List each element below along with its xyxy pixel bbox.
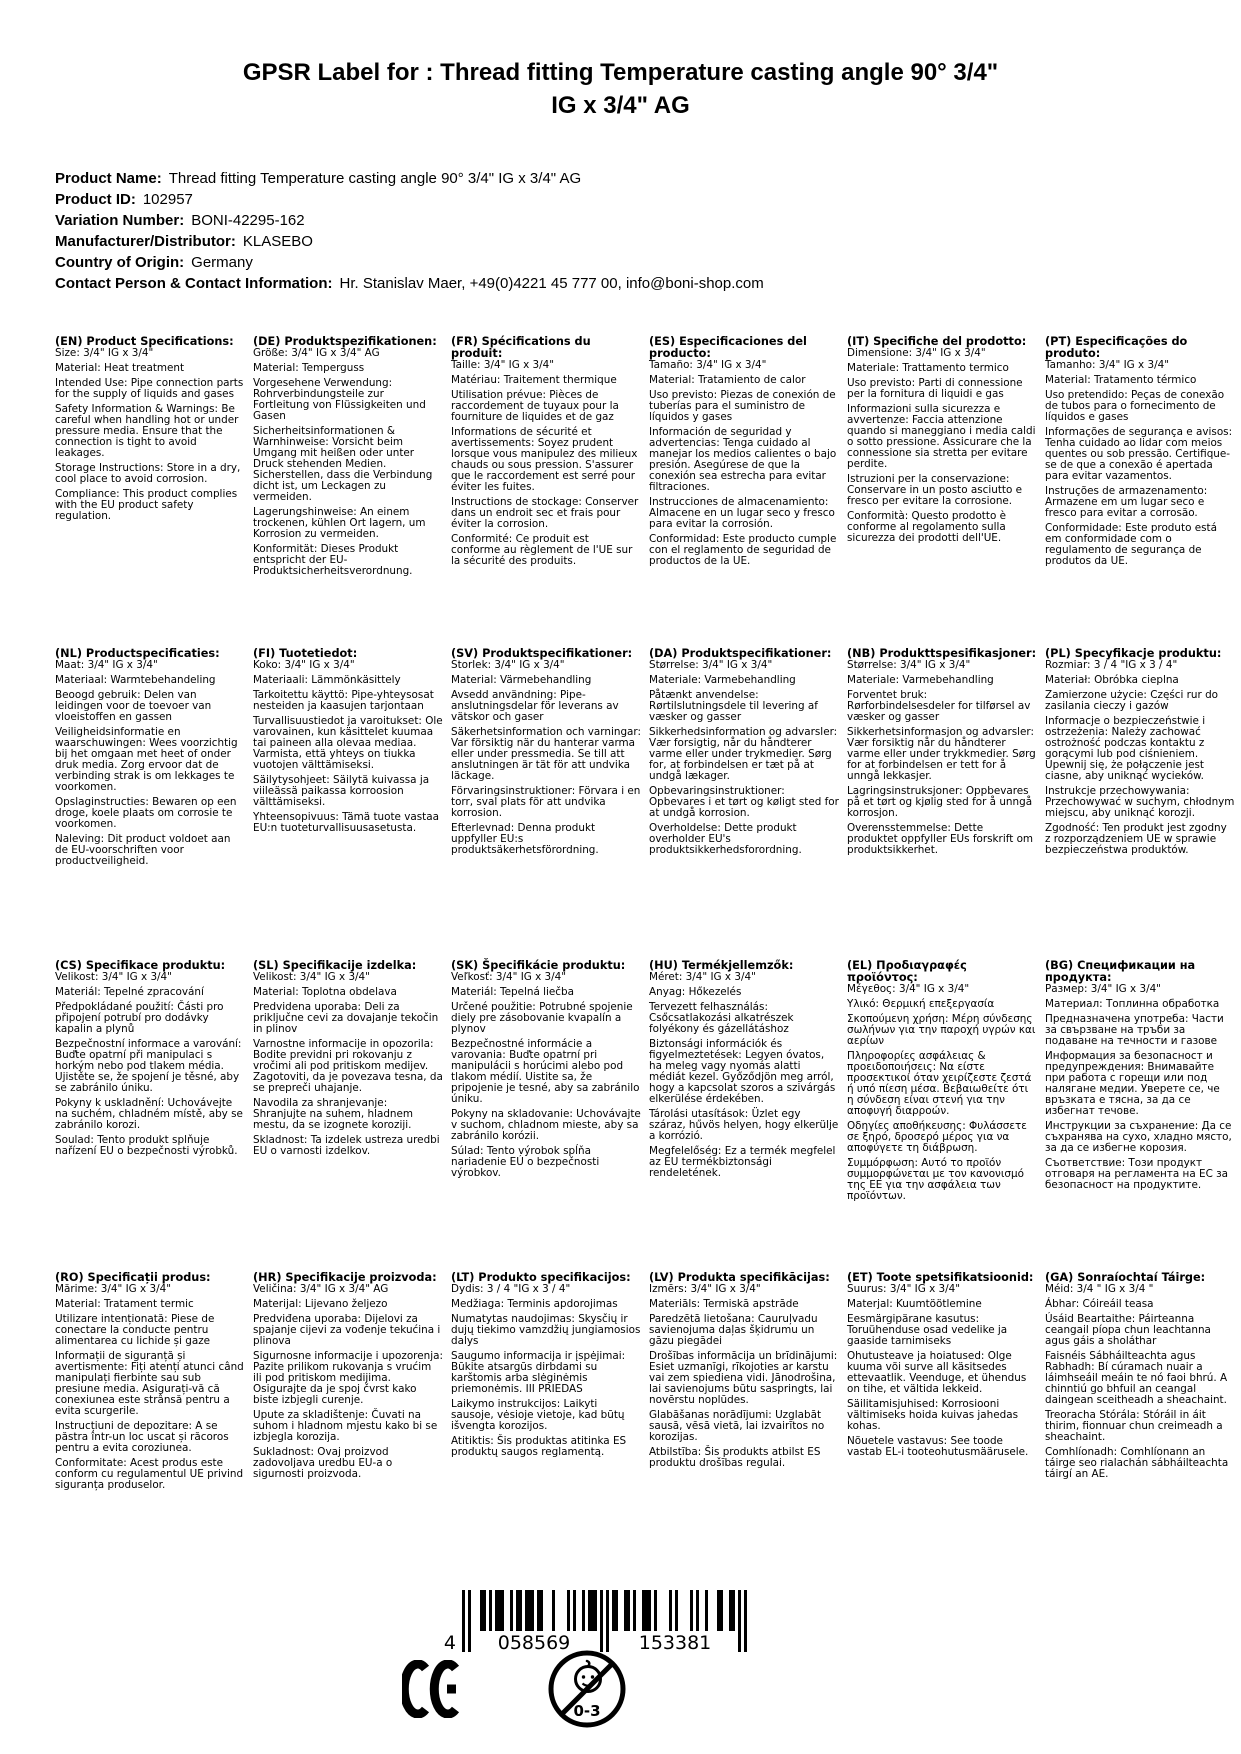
spec-line: Materiale: Trattamento termico xyxy=(847,362,1009,374)
spec-line: Paredzētā lietošana: Cauruļvadu savienojuma daļas šķidrumu un gāzu piegādei xyxy=(649,1313,818,1347)
spec-line: Sukladnost: Ovaj proizvod zadovoljava uredbu EU-a o sigurnosti proizvoda. xyxy=(253,1446,393,1480)
spec-line: Material: Temperguss xyxy=(253,362,365,374)
spec-block-hu xyxy=(649,960,839,1272)
spec-line: Predviđena uporaba: Dijelovi za spajanje cijevi za vođenje tekućina i plinova xyxy=(253,1313,441,1347)
spec-line: Koko: 3/4" IG x 3/4" xyxy=(253,659,355,671)
spec-line: Vorgesehene Verwendung: Rohrverbindungsteile zur Fortleitung von Flüssigkeiten und Gasen xyxy=(253,377,426,422)
spec-line: Veličina: 3/4" IG x 3/4" AG xyxy=(253,1283,389,1295)
spec-line: Pokyny na skladovanie: Uchovávajte v suchom, chladnom mieste, aby sa zabránilo korózii. xyxy=(451,1108,641,1142)
spec-title-fi: (FI) Tuotetiedot: xyxy=(253,647,358,660)
spec-line: Materiāls: Termiskā apstrāde xyxy=(649,1298,799,1310)
spec-line: Méid: 3/4 " IG x 3/4 " xyxy=(1045,1283,1154,1295)
age-warning-label: 0-3 xyxy=(573,1702,601,1720)
spec-line: Σκοπούμενη χρήση: Μέρη σύνδεσης σωλήνων για την παροχή υγρών και αερίων xyxy=(847,1013,1036,1047)
product-info-row xyxy=(55,168,1201,189)
spec-line: Materiał: Obróbka cieplna xyxy=(1045,674,1179,686)
spec-title-lt: (LT) Produkto specifikacijos: xyxy=(451,1271,631,1284)
spec-line: Súlad: Tento výrobok spĺňa nariadenie EÚ o bezpečnosti výrobkov. xyxy=(451,1145,600,1179)
spec-line: Größe: 3/4" IG x 3/4" AG xyxy=(253,347,380,359)
spec-line: Instrucțiuni de depozitare: A se păstra într-un loc uscat și răcoros pentru a evita coroziunea. xyxy=(55,1420,229,1454)
spec-title-da: (DA) Produktspecifikationer: xyxy=(649,647,832,660)
spec-title-de: (DE) Produktspezifikationen: xyxy=(253,335,437,348)
spec-line: Storage Instructions: Store in a dry, cool place to avoid corrosion. xyxy=(55,462,241,485)
spec-block-nl xyxy=(55,648,245,960)
barcode-digit-first: 4 xyxy=(443,1632,456,1654)
spec-line: Πληροφορίες ασφάλειας & προειδοποιήσεις: Να είστε προσεκτικοί όταν χειρίζεστε ζεστά ή υπό πίεση μέσα. Βεβαιωθείτε ότι η σύνδεση είναι στενή για την αποφυγή διαρροών. xyxy=(847,1050,1032,1117)
spec-line: Naleving: Dit product voldoet aan de EU-voorschriften voor productveiligheid. xyxy=(55,833,231,867)
spec-line: Uso previsto: Piezas de conexión de tuberías para el suministro de líquidos y gases xyxy=(649,389,836,423)
spec-block-et xyxy=(847,1272,1037,1584)
spec-line: Saugumo informacija ir įspėjimai: Būkite atsargūs dirbdami su karštomis arba slėginėmis priemonėmis. III PRIEDAS xyxy=(451,1350,626,1395)
page-title xyxy=(0,56,1241,122)
spec-line: Instruções de armazenamento: Armazene em um lugar seco e fresco para evitar a corrosão. xyxy=(1045,485,1208,519)
spec-line: Material: Tratamento térmico xyxy=(1045,374,1197,386)
spec-line: Efterlevnad: Denna produkt uppfyller EU:s produktsäkerhetsförordning. xyxy=(451,822,599,856)
spec-title-nb: (NB) Produkttspesifikasjoner: xyxy=(847,647,1037,660)
spec-line: Velikost: 3/4" IG x 3/4" xyxy=(55,971,172,983)
spec-line: Navodila za shranjevanje: Shranjujte na suhem, hladnem mestu, da se izognete koroziji. xyxy=(253,1097,414,1131)
spec-line: Overholdelse: Dette produkt overholder EU's produktsikkerhedsforordning. xyxy=(649,822,802,856)
spec-line: Biztonsági információk és figyelmeztetések: Legyen óvatos, ha meleg vagy nyomás alatti médiát kezel. Győződjön meg arról, hogy a kapcsolat szoros a szivárgás elkerülése érdekében. xyxy=(649,1038,836,1105)
spec-line: Conformité: Ce produit est conforme au règlement de l'UE sur la sécurité des produits. xyxy=(451,533,633,567)
spec-line: Taille: 3/4" IG x 3/4" xyxy=(451,359,555,371)
spec-line: Laikymo instrukcijos: Laikyti sausoje, vėsioje vietoje, kad būtų išvengta korozijos. xyxy=(451,1398,625,1432)
spec-line: Turvallisuustiedot ja varoitukset: Ole varovainen, kun käsittelet kuumaa tai paineen alla olevaa mediaa. Varmista, että yhteys on tiukka vuotojen välttämiseksi. xyxy=(253,715,443,771)
age-warning-0-3 xyxy=(546,1648,628,1734)
spec-title-hr: (HR) Specifikacije proizvoda: xyxy=(253,1271,437,1284)
spec-line: Opslaginstructies: Bewaren op een droge, koele plaats om corrosie te voorkomen. xyxy=(55,796,237,830)
spec-block-es xyxy=(649,336,839,648)
spec-line: Suurus: 3/4" IG x 3/4" xyxy=(847,1283,961,1295)
spec-title-fr: (FR) Spécifications du produit: xyxy=(451,335,591,360)
spec-title-et: (ET) Toote spetsifikatsioonid: xyxy=(847,1271,1034,1284)
spec-line: Eesmärgipärane kasutus: Toruühenduse osad vedelike ja gaaside tarnimiseks xyxy=(847,1313,1008,1347)
spec-line: Safety Information & Warnings: Be careful when handling hot or under pressure media. Ensure that the connection is tight to avoid leakages. xyxy=(55,403,239,459)
spec-block-ro xyxy=(55,1272,245,1584)
spec-line: Предназначена употреба: Части за свързване на тръби за подаване на течности и газове xyxy=(1045,1013,1224,1047)
spec-line: Beoogd gebruik: Delen van leidingen voor de toevoer van vloeistoffen en gassen xyxy=(55,689,212,723)
spec-line: Drošības informācija un brīdinājumi: Esiet uzmanīgi, rīkojoties ar karstu vai zem spiediena vidi. Jānodrošina, lai savienojums būtu saspringts, lai novērstu noplūdes. xyxy=(649,1350,838,1406)
spec-line: Οδηγίες αποθήκευσης: Φυλάσσετε σε ξηρό, δροσερό μέρος για να αποφύγετε τη διάβρωση. xyxy=(847,1120,1027,1154)
spec-line: Uso previsto: Parti di connessione per la fornitura di liquidi e gas xyxy=(847,377,1023,400)
spec-line: Size: 3/4" IG x 3/4" xyxy=(55,347,154,359)
spec-line: Medžiaga: Terminis apdorojimas xyxy=(451,1298,618,1310)
spec-line: Säilytysohjeet: Säilytä kuivassa ja viileässä paikassa korroosion välttämiseksi. xyxy=(253,774,430,808)
spec-block-cs xyxy=(55,960,245,1272)
spec-line: Matériau: Traitement thermique xyxy=(451,374,617,386)
spec-line: Material: Värmebehandling xyxy=(451,674,592,686)
barcode-digits-right: 153381 xyxy=(638,1632,712,1654)
product-info-value: 102957 xyxy=(142,191,193,208)
spec-line: Instrukcje przechowywania: Przechowywać w suchym, chłodnym miejscu, aby uniknąć korozji. xyxy=(1045,785,1235,819)
spec-block-en xyxy=(55,336,245,648)
spec-title-bg: (BG) Спецификации на продукта: xyxy=(1045,959,1196,984)
spec-line: Sikkerhedsinformation og advarsler: Vær forsigtig, når du håndterer varme eller under trykmedier. Sørg for, at forbindelsen er tæt på at undgå lækager. xyxy=(649,726,838,782)
page-title-line1: GPSR Label for : Thread fitting Temperature casting angle 90° 3/4" xyxy=(242,59,999,86)
product-info-value: Hr. Stanislav Maer, +49(0)4221 45 777 00, info@boni-shop.com xyxy=(339,275,764,292)
spec-line: Υλικό: Θερμική επεξεργασία xyxy=(847,998,995,1010)
spec-block-pl xyxy=(1045,648,1235,960)
spec-line: Informazioni sulla sicurezza e avvertenze: Faccia attenzione quando si maneggiano i media caldi o sotto pressione. Assicurare che la connessione sia stretta per evitare perdite. xyxy=(847,403,1036,470)
spec-line: Megfelelőség: Ez a termék megfelel az EU termékbiztonsági rendeletének. xyxy=(649,1145,836,1179)
spec-line: Informations de sécurité et avertissements: Soyez prudent lorsque vous manipulez des milieux chauds ou sous pression. S'assurer que le raccordement est serré pour éviter les fuites. xyxy=(451,426,638,493)
product-info-row xyxy=(55,231,1201,252)
spec-line: Maat: 3/4" IG x 3/4" xyxy=(55,659,158,671)
spec-line: Utilisation prévue: Pièces de raccordement de tuyaux pour la fourniture de liquides et de gaz xyxy=(451,389,619,423)
spec-title-sv: (SV) Produktspecifikationer: xyxy=(451,647,633,660)
barcode-digits-left: 058569 xyxy=(497,1632,571,1654)
spec-line: Atbilstība: Šis produkts atbilst ES produktu drošības regulai. xyxy=(649,1446,821,1469)
spec-title-pl: (PL) Specyfikacje produktu: xyxy=(1045,647,1222,660)
spec-block-bg xyxy=(1045,960,1235,1272)
spec-line: Conformidade: Este produto está em conformidade com o regulamento de segurança de produtos da UE. xyxy=(1045,522,1217,567)
spec-title-it: (IT) Specifiche del prodotto: xyxy=(847,335,1027,348)
spec-line: Mărime: 3/4" IG x 3/4" xyxy=(55,1283,171,1295)
spec-block-el xyxy=(847,960,1037,1272)
spec-line: Předpokládané použití: Části pro připojení potrubí pro dodávky kapalin a plynů xyxy=(55,1001,224,1035)
spec-title-ro: (RO) Specificații produs: xyxy=(55,1271,211,1284)
spec-line: Material: Toplotna obdelava xyxy=(253,986,397,998)
spec-line: Konformität: Dieses Produkt entspricht der EU-Produktsicherheitsverordnung. xyxy=(253,543,413,577)
spec-line: Zgodność: Ten produkt jest zgodny z rozporządzeniem UE w sprawie bezpieczeństwa produktów. xyxy=(1045,822,1227,856)
spec-title-sl: (SL) Specifikacije izdelka: xyxy=(253,959,417,972)
spec-line: Materiál: Tepelná liečba xyxy=(451,986,574,998)
spec-line: Material: Heat treatment xyxy=(55,362,185,374)
spec-line: Numatytas naudojimas: Skysčių ir dujų tiekimo vamzdžių jungiamosios dalys xyxy=(451,1313,641,1347)
spec-title-sk: (SK) Špecifikácie produktu: xyxy=(451,959,626,972)
spec-line: Informações de segurança e avisos: Tenha cuidado ao lidar com meios quentes ou sob pressão. Certifique-se de que a conexão é apertada para evitar vazamentos. xyxy=(1045,426,1233,482)
product-info-value: Germany xyxy=(191,254,253,271)
spec-line: Størrelse: 3/4" IG x 3/4" xyxy=(847,659,971,671)
spec-block-ga xyxy=(1045,1272,1235,1584)
spec-line: Storlek: 3/4" IG x 3/4" xyxy=(451,659,565,671)
ce-mark-icon xyxy=(402,1660,464,1718)
spec-line: Varnostne informacije in opozorila: Bodite previdni pri rokovanju z vročimi ali pod pritiskom medijev. Zagotoviti, da je povezava tesna, da se prepreči uhajanje. xyxy=(253,1038,443,1094)
spec-line: Soulad: Tento produkt splňuje nařízení EU o bezpečnosti výrobků. xyxy=(55,1134,238,1157)
spec-line: Συμμόρφωση: Αυτό το προϊόν συμμορφώνεται με τον κανονισμό της ΕΕ για την ασφάλεια των προϊόντων. xyxy=(847,1157,1024,1202)
spec-line: Overensstemmelse: Dette produktet oppfyller EUs forskrift om produktsikkerhet. xyxy=(847,822,1034,856)
spec-line: Materiale: Varmebehandling xyxy=(649,674,796,686)
spec-line: Sicherheitsinformationen & Warnhinweise: Vorsicht beim Umgang mit heißen oder unter Druck stehenden Medien. Sicherstellen, dass die Verbindung dicht ist, um Leckagen zu vermeiden. xyxy=(253,425,433,503)
spec-line: Upute za skladištenje: Čuvati na suhom i hladnom mjestu kako bi se izbjegla korozija. xyxy=(253,1409,438,1443)
spec-line: Informații de siguranță și avertismente: Fiți atenți atunci când manipulați fierbinte sau sub presiune media. Asigurați-vă că conexiunea este strânsă pentru a evita scurgerile. xyxy=(55,1350,244,1417)
spec-title-nl: (NL) Productspecificaties: xyxy=(55,647,220,660)
product-info-value: KLASEBO xyxy=(242,233,313,250)
spec-line: Размер: 3/4" IG x 3/4" xyxy=(1045,983,1161,995)
spec-block-da xyxy=(649,648,839,960)
spec-grid xyxy=(55,336,1235,1584)
spec-line: Material: Tratamiento de calor xyxy=(649,374,806,386)
spec-line: Úsáid Beartaithe: Páirteanna ceangail píopa chun leachtanna agus gáis a sholáthar xyxy=(1045,1313,1211,1347)
spec-line: Ohutusteave ja hoiatused: Olge kuuma või surve all käsitsedes ettevaatlik. Veenduge, et ühendus on tihe, et vältida lekkeid. xyxy=(847,1350,1027,1395)
spec-title-lv: (LV) Produkta specifikācijas: xyxy=(649,1271,830,1284)
spec-line: Påtænkt anvendelse: Rørtilslutningsdele til levering af væsker og gasser xyxy=(649,689,818,723)
spec-block-fi xyxy=(253,648,443,960)
spec-line: Forventet bruk: Rørforbindelsesdeler for tilførsel av væsker og gasser xyxy=(847,689,1031,723)
spec-line: Uso pretendido: Peças de conexão de tubos para o fornecimento de líquidos e gases xyxy=(1045,389,1225,423)
product-info-label: Product Name: xyxy=(55,170,162,187)
spec-line: Μέγεθος: 3/4" IG x 3/4" xyxy=(847,983,970,995)
spec-line: Informacje o bezpieczeństwie i ostrzeżenia: Należy zachować ostrożność podczas kontaktu z gorącymi lub pod ciśnieniem. Upewnij się, że połączenie jest ciasne, aby uniknąć wycieków. xyxy=(1045,715,1206,782)
spec-line: Sigurnosne informacije i upozorenja: Pazite prilikom rukovanja s vrućim ili pod pritiskom medijima. Osigurajte da je spoj čvrst kako biste izbjegli curenje. xyxy=(253,1350,443,1406)
spec-line: Určené použitie: Potrubné spojenie diely pre zásobovanie kvapalín a plynov xyxy=(451,1001,633,1035)
spec-line: Materiaal: Warmtebehandeling xyxy=(55,674,216,686)
spec-line: Dimensione: 3/4" IG x 3/4" xyxy=(847,347,986,359)
spec-line: Instrucciones de almacenamiento: Almacene en un lugar seco y fresco para evitar la corrosión. xyxy=(649,496,835,530)
spec-block-sk xyxy=(451,960,641,1272)
spec-line: Opbevaringsinstruktioner: Opbevares i et tørt og køligt sted for at undgå korrosion. xyxy=(649,785,839,819)
spec-line: Инструкции за съхранение: Да се съхранява на сухо, хладно място, за да се избегне корозия. xyxy=(1045,1120,1232,1154)
spec-line: Yhteensopivuus: Tämä tuote vastaa EU:n tuoteturvallisuusasetusta. xyxy=(253,811,439,834)
spec-line: Zamierzone użycie: Części rur do zasilania cieczy i gazów xyxy=(1045,689,1219,712)
spec-line: Faisnéis Sábháilteachta agus Rabhadh: Bí cúramach nuair a láimhseáil meáin te nó faoi bhrú. A chinntiú go bhfuil an ceangal daingean sceitheadh a sheachaint. xyxy=(1045,1350,1228,1406)
spec-block-lv xyxy=(649,1272,839,1584)
spec-line: Tervezett felhasználás: Csőcsatlakozási alkatrészek folyékony és gázellátáshoz xyxy=(649,1001,794,1035)
spec-line: Съответствие: Този продукт отговаря на регламента на ЕС за безопасност на продуктите. xyxy=(1045,1157,1229,1191)
spec-line: Материал: Топлинна обработка xyxy=(1045,998,1220,1010)
barcode-ean13 xyxy=(440,1590,752,1656)
spec-title-el: (EL) Προδιαγραφές προϊόντος: xyxy=(847,959,967,984)
product-info xyxy=(55,168,1201,294)
spec-block-it xyxy=(847,336,1037,648)
product-info-label: Contact Person & Contact Information: xyxy=(55,275,333,292)
spec-line: Istruzioni per la conservazione: Conservare in un posto asciutto e fresco per evitare la corrosione. xyxy=(847,473,1023,507)
spec-line: Säkerhetsinformation och varningar: Var försiktig när du hanterar varma eller under pressmedia. Se till att anslutningen är tät för att undvika läckage. xyxy=(451,726,642,782)
spec-line: Dydis: 3 / 4 "IG x 3 / 4" xyxy=(451,1283,571,1295)
spec-block-de xyxy=(253,336,443,648)
spec-line: Tamaño: 3/4" IG x 3/4" xyxy=(649,359,767,371)
ce-mark xyxy=(402,1660,464,1722)
spec-line: Информация за безопасност и предупреждения: Внимавайте при работа с горещи или под налягане медии. Уверете се, че връзката е тясна, за да се избегнат течове. xyxy=(1045,1050,1220,1117)
product-info-row xyxy=(55,252,1201,273)
spec-line: Tamanho: 3/4" IG x 3/4" xyxy=(1045,359,1169,371)
spec-line: Bezpečnostní informace a varování: Buďte opatrní při manipulaci s horkým nebo pod tlakem média. Ujistěte se, že spojení je těsné, aby se zabránilo úniku. xyxy=(55,1038,242,1094)
spec-line: Veľkosť: 3/4" IG x 3/4" xyxy=(451,971,567,983)
spec-line: Conformità: Questo prodotto è conforme al regolamento sulla sicurezza dei prodotti dell'UE. xyxy=(847,510,1007,544)
spec-line: Tarkoitettu käyttö: Pipe-yhteysosat nesteiden ja kaasujen tarjontaan xyxy=(253,689,434,712)
spec-block-hr xyxy=(253,1272,443,1584)
spec-title-hu: (HU) Termékjellemzők: xyxy=(649,959,794,972)
spec-line: Predvidena uporaba: Deli za priključne cevi za dovajanje tekočin in plinov xyxy=(253,1001,439,1035)
product-info-row xyxy=(55,273,1201,294)
spec-line: Materiál: Tepelné zpracování xyxy=(55,986,204,998)
spec-line: Avsedd användning: Pipe-anslutningsdelar för leverans av vätskor och gaser xyxy=(451,689,619,723)
spec-block-nb xyxy=(847,648,1037,960)
spec-block-sl xyxy=(253,960,443,1272)
spec-line: Tárolási utasítások: Üzlet egy száraz, hűvös helyen, hogy elkerülje a korrózió. xyxy=(649,1108,839,1142)
spec-line: Atitiktis: Šis produktas atitinka ES produktų saugos reglamentą. xyxy=(451,1435,627,1458)
spec-line: Materijal: Lijevano željezo xyxy=(253,1298,388,1310)
spec-block-pt xyxy=(1045,336,1235,648)
spec-line: Størrelse: 3/4" IG x 3/4" xyxy=(649,659,773,671)
product-info-label: Manufacturer/Distributor: xyxy=(55,233,236,250)
spec-line: Material: Tratament termic xyxy=(55,1298,194,1310)
spec-block-fr xyxy=(451,336,641,648)
spec-title-es: (ES) Especificaciones del producto: xyxy=(649,335,807,360)
spec-line: Compliance: This product complies with the EU product safety regulation. xyxy=(55,488,238,522)
spec-line: Intended Use: Pipe connection parts for the supply of liquids and gases xyxy=(55,377,244,400)
spec-line: Materiale: Varmebehandling xyxy=(847,674,994,686)
spec-line: Ábhar: Cóireáil teasa xyxy=(1045,1298,1154,1310)
product-info-label: Variation Number: xyxy=(55,212,185,229)
product-info-row xyxy=(55,210,1201,231)
spec-line: Förvaringsinstruktioner: Förvara i en torr, sval plats för att undvika korrosion. xyxy=(451,785,641,819)
spec-title-pt: (PT) Especificações do produto: xyxy=(1045,335,1188,360)
spec-line: Veiligheidsinformatie en waarschuwingen: Wees voorzichtig bij het omgaan met heet of onder druk media. Zorg ervoor dat de verbinding strak is om lekkages te voorkomen. xyxy=(55,726,238,793)
product-info-value: BONI-42295-162 xyxy=(191,212,305,229)
product-info-label: Product ID: xyxy=(55,191,136,208)
spec-line: Bezpečnostné informácie a varovania: Buďte opatrní pri manipulácii s horúcimi alebo pod tlakom médií. Uistite sa, že pripojenie je tesné, aby sa zabránilo úniku. xyxy=(451,1038,640,1105)
spec-line: Pokyny k uskladnění: Uchovávejte na suchém, chladném místě, aby se zabránilo korozi. xyxy=(55,1097,243,1131)
spec-line: Utilizare intenționată: Piese de conectare la conducte pentru alimentarea cu lichide și gaze xyxy=(55,1313,215,1347)
spec-line: Skladnost: Ta izdelek ustreza uredbi EU o varnosti izdelkov. xyxy=(253,1134,440,1157)
spec-line: Información de seguridad y advertencias: Tenga cuidado al manejar los medios calientes o bajo presión. Asegúrese de que la conexión sea estrecha para evitar filtraciones. xyxy=(649,426,837,493)
age-warning-icon xyxy=(546,1648,628,1730)
spec-line: Nõuetele vastavus: See toode vastab EL-i tooteohutusmäärusele. xyxy=(847,1435,1029,1458)
spec-line: Anyag: Hőkezelés xyxy=(649,986,742,998)
spec-line: Méret: 3/4" IG x 3/4" xyxy=(649,971,756,983)
spec-line: Lagerungshinweise: An einem trockenen, kühlen Ort lagern, um Korrosion zu vermeiden. xyxy=(253,506,426,540)
spec-line: Säilitamisjuhised: Korrosiooni vältimiseks hoida kuivas jahedas kohas. xyxy=(847,1398,1019,1432)
spec-line: Comhlíonadh: Comhlíonann an táirge seo rialachán sábháilteachta táirgí an AE. xyxy=(1045,1446,1229,1480)
spec-title-cs: (CS) Specifikace produktu: xyxy=(55,959,226,972)
product-info-label: Country of Origin: xyxy=(55,254,185,271)
spec-line: Materjal: Kuumtöötlemine xyxy=(847,1298,982,1310)
spec-line: Instructions de stockage: Conserver dans un endroit sec et frais pour éviter la corrosion. xyxy=(451,496,639,530)
page-title-line2: IG x 3/4" AG xyxy=(551,92,690,119)
product-info-value: Thread fitting Temperature casting angle 90° 3/4" IG x 3/4" AG xyxy=(168,170,582,187)
product-info-row xyxy=(55,189,1201,210)
spec-title-en: (EN) Product Specifications: xyxy=(55,335,234,348)
spec-line: Velikost: 3/4" IG x 3/4" xyxy=(253,971,370,983)
spec-line: Lagringsinstruksjoner: Oppbevares på et tørt og kjølig sted for å unngå korrosjon. xyxy=(847,785,1033,819)
spec-line: Glabāšanas norādījumi: Uzglabāt sausā, vēsā vietā, lai izvairītos no korozijas. xyxy=(649,1409,825,1443)
spec-title-ga: (GA) Sonraíochtaí Táirge: xyxy=(1045,1271,1206,1284)
spec-line: Sikkerhetsinformasjon og advarsler: Vær forsiktig når du håndterer varme eller under trykkmedier. Sørg for at forbindelsen er tett for å unngå lekkasjer. xyxy=(847,726,1036,782)
spec-line: Treoracha Stórála: Stóráil in áit thirim, fionnuar chun creimeadh a sheachaint. xyxy=(1045,1409,1223,1443)
spec-line: Izmērs: 3/4" IG x 3/4" xyxy=(649,1283,761,1295)
spec-block-sv xyxy=(451,648,641,960)
spec-block-lt xyxy=(451,1272,641,1584)
spec-line: Materiaali: Lämmönkäsittely xyxy=(253,674,401,686)
spec-line: Conformidad: Este producto cumple con el reglamento de seguridad de productos de la UE. xyxy=(649,533,837,567)
spec-line: Rozmiar: 3 / 4 "IG x 3 / 4" xyxy=(1045,659,1178,671)
spec-line: Conformitate: Acest produs este conform cu regulamentul UE privind siguranța produselor. xyxy=(55,1457,244,1491)
